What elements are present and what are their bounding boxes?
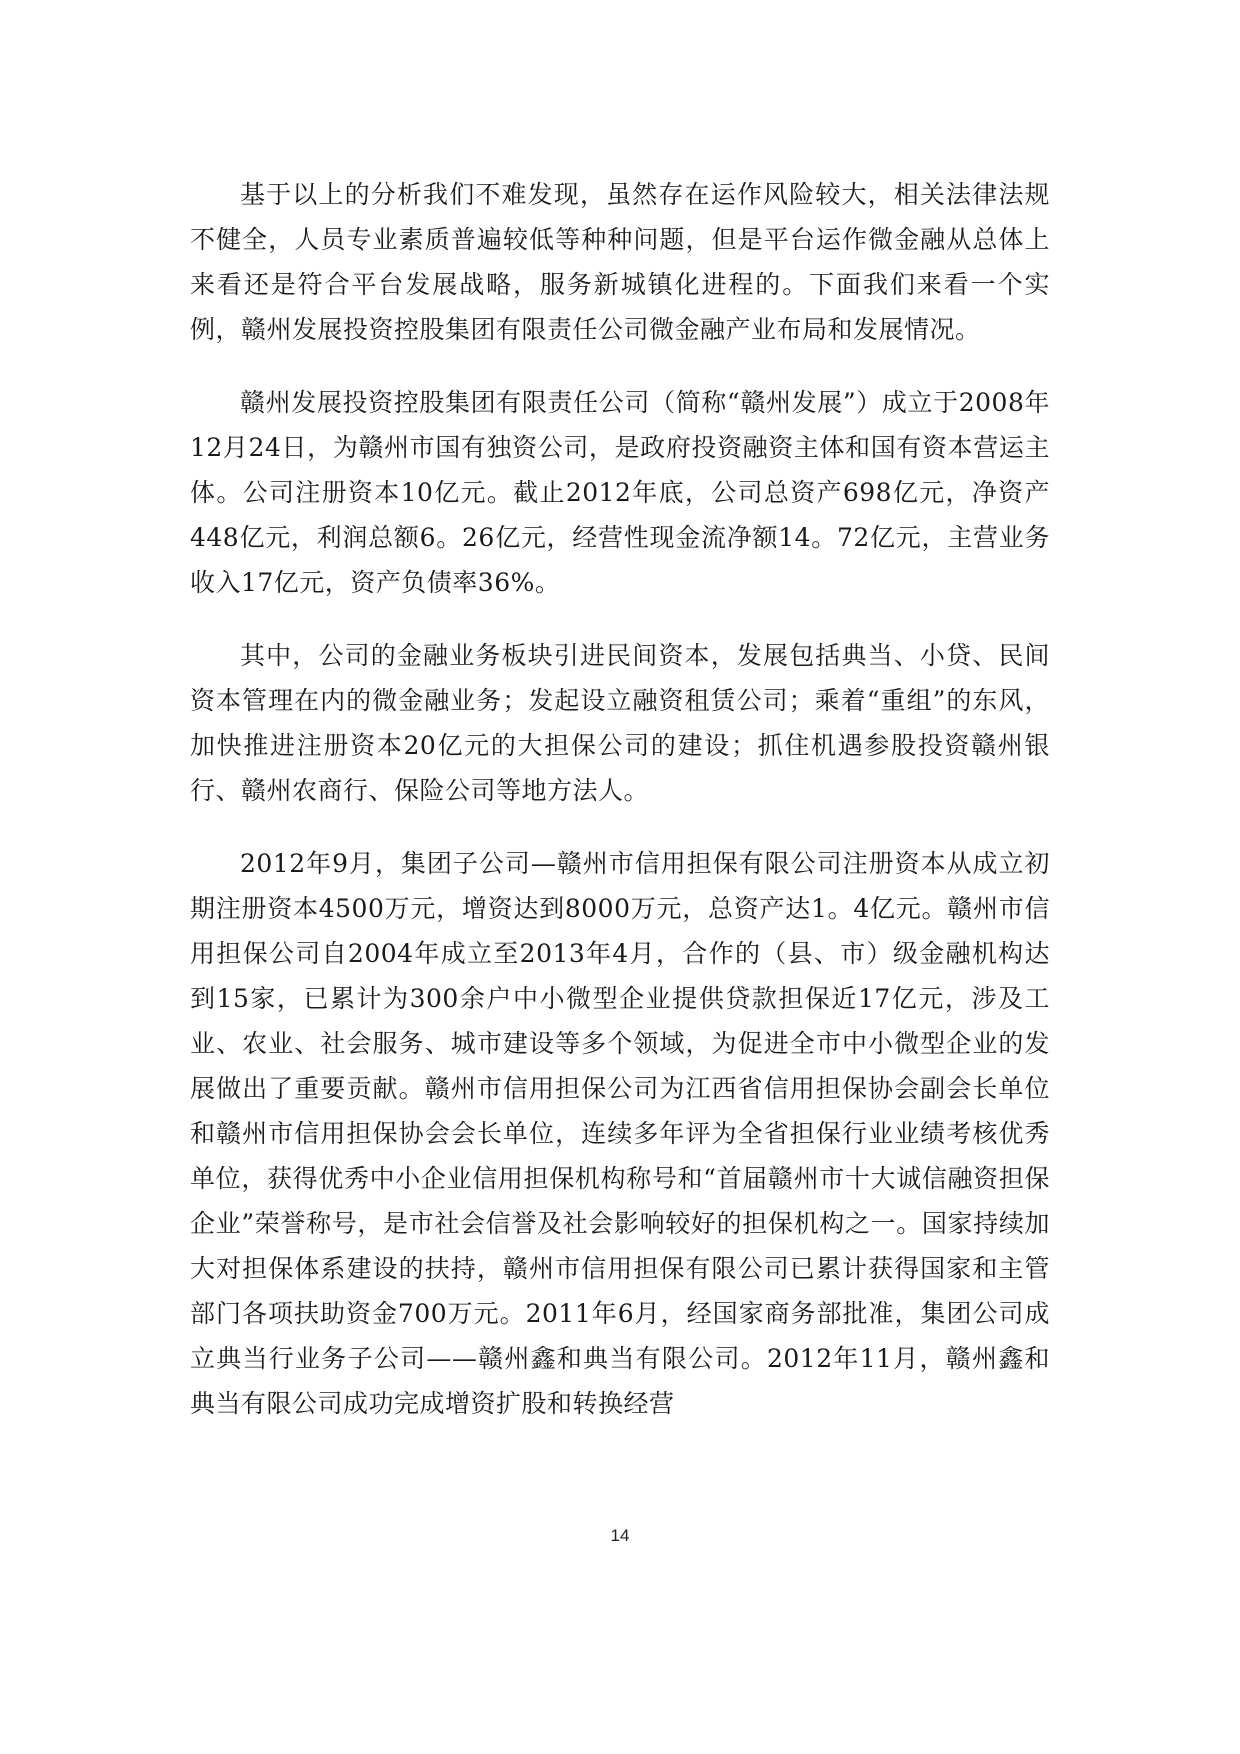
- page-number: 14: [610, 1526, 630, 1545]
- paragraph-guarantee-company: 2012年9月，集团子公司—赣州市信用担保有限公司注册资本从成立初期注册资本4500万元，增资达到8000万元，总资产达1。4亿元。赣州市信用担保公司自2004年成立至2013年4月，合作的（县、市）级金融机构达到15家，已累计为300余户中小微型企业提供贷款担保近17亿元，涉及工业、农业、社会服务、城市建设等多个领域，为促进全市中小微型企业的发展做出了重要贡献。赣州市信用担保公司为江西省信用担保协会副会长单位和赣州市信用担保协会会长单位，连续多年评为全省担保行业业绩考核优秀单位，获得优秀中小企业信用担保机构称号和“首届赣州市十大诚信融资担保企业”荣誉称号，是市社会信誉及社会影响较好的担保机构之一。国家持续加大对担保体系建设的扶持，赣州市信用担保有限公司已累计获得国家和主管部门各项扶助资金700万元。2011年6月，经国家商务部批准，集团公司成立典当行业务子公司——赣州鑫和典当有限公司。2012年11月，赣州鑫和典当有限公司成功完成增资扩股和转换经营: [190, 849, 1050, 1418]
- paragraph-analysis-summary: 基于以上的分析我们不难发现，虽然存在运作风险较大，相关法律法规不健全，人员专业素质普遍较低等种种问题，但是平台运作微金融从总体上来看还是符合平台发展战略，服务新城镇化进程的。下面我们来看一个实例，赣州发展投资控股集团有限责任公司微金融产业布局和发展情况。: [190, 180, 1050, 344]
- paragraph-financial-business: 其中，公司的金融业务板块引进民间资本，发展包括典当、小贷、民间资本管理在内的微金融业务；发起设立融资租赁公司；乘着“重组”的东风，加快推进注册资本20亿元的大担保公司的建设；抓住机遇参股投资赣州银行、赣州农商行、保险公司等地方法人。: [190, 641, 1050, 805]
- paragraph-company-profile: 赣州发展投资控股集团有限责任公司（简称“赣州发展”）成立于2008年12月24日，为赣州市国有独资公司，是政府投资融资主体和国有资本营运主体。公司注册资本10亿元。截止2012年底，公司总资产698亿元，净资产448亿元，利润总额6。26亿元，经营性现金流净额14。72亿元，主营业务收入17亿元，资产负债率36%。: [190, 388, 1050, 597]
- body-text: [190, 172, 1050, 1426]
